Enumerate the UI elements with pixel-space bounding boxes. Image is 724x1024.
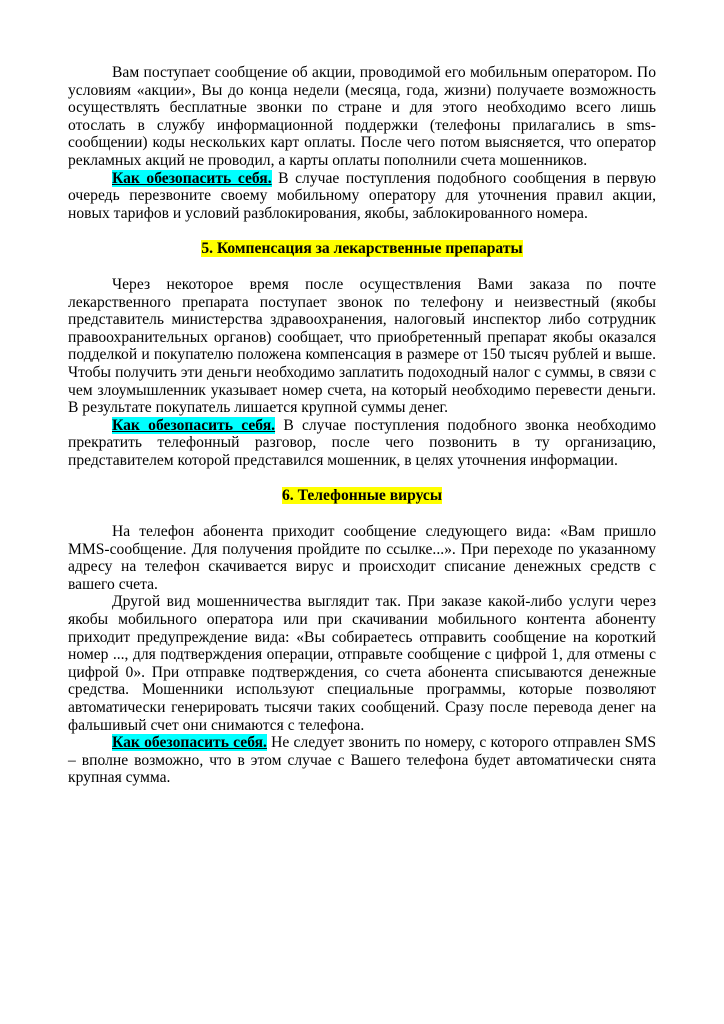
safety-label: Как обезопасить себя. [112,416,276,434]
safety-label: Как обезопасить себя. [112,734,267,752]
section-5-heading-text: 5. Компенсация за лекарственные препараты [201,240,523,258]
section-6-paragraph-2: Другой вид мошенничества выглядит так. При заказе какой-либо услуги через якобы мобильного оператора или при скачивании мобильного контента абоненту приходит предупреждение вида: «Вы собираетесь отправить сообщение на короткий номер ..., для подтверждения операции, отправьте сообщение с цифрой 1, для отмены с цифрой 0». При отправке подтверждения, со счета абонента списываются денежные средства. Мошенники используют специальные программы, которые позволяют автоматически генерировать тысячи таких сообщений. Сразу после перевода денег на фальшивый счет они снимаются с телефона. [68,593,656,734]
document-page [68,64,656,787]
safety-text: В случае поступления подобного звонка необходимо прекратить телефонный разговор, после чего позвонить в ту организацию, представителем которой представился мошенник, в целях уточнения информации. [68,416,656,469]
section-6-heading-text: 6. Телефонные вирусы [281,487,443,505]
safety-text: В случае поступления подобного сообщения в первую очередь перезвоните своему мобильному оператору для уточнения правил акции, новых тарифов и условий разблокирования, якобы, заблокированного номера. [68,169,656,222]
section-5-safety-paragraph [68,417,656,470]
section-5-paragraph: Через некоторое время после осуществления Вами заказа по почте лекарственного препарата поступает звонок по телефону и неизвестный (якобы представитель министерства здравоохранения, налоговый инспектор либо сотрудник правоохранительных органов) сообщает, что приобретенный препарат якобы оказался подделкой и покупателю положена компенсация в размере от 150 тысяч рублей и выше. Чтобы получить эти деньги необходимо заплатить подоходный налог с суммы, в связи с чем злоумышленник указывает номер счета, на который необходимо перевести деньги. В результате покупатель лишается крупной суммы денег. [68,275,656,417]
section-6-paragraph-1: На телефон абонента приходит сообщение следующего вида: «Вам пришло MMS-сообщение. Для получения пройдите по ссылке...». При переходе по указанному адресу на телефон скачивается вирус и происходит списание денежных средств с вашего счета. [68,523,656,593]
section-5-heading [68,240,656,258]
section-6-heading [68,487,656,505]
intro-paragraph: Вам поступает сообщение об акции, проводимой его мобильным оператором. По условиям «акции», Вы до конца недели (месяца, года, жизни) получаете возможность осуществлять бесплатные звонки по стране и для этого необходимо всего лишь отослать в службу информационной поддержки (телефоны прилагались в sms-сообщении) коды нескольких карт оплаты. После чего потом выясняется, что оператор рекламных акций не проводил, а карты оплаты пополнили счета мошенников. [68,64,656,169]
safety-text: Не следует звонить по номеру, с которого отправлен SMS – вполне возможно, что в этом случае с Вашего телефона будет автоматически снята крупная сумма. [68,734,656,787]
safety-label: Как обезопасить себя. [112,169,272,187]
intro-safety-paragraph [68,170,656,223]
section-6-safety-paragraph [68,734,656,787]
